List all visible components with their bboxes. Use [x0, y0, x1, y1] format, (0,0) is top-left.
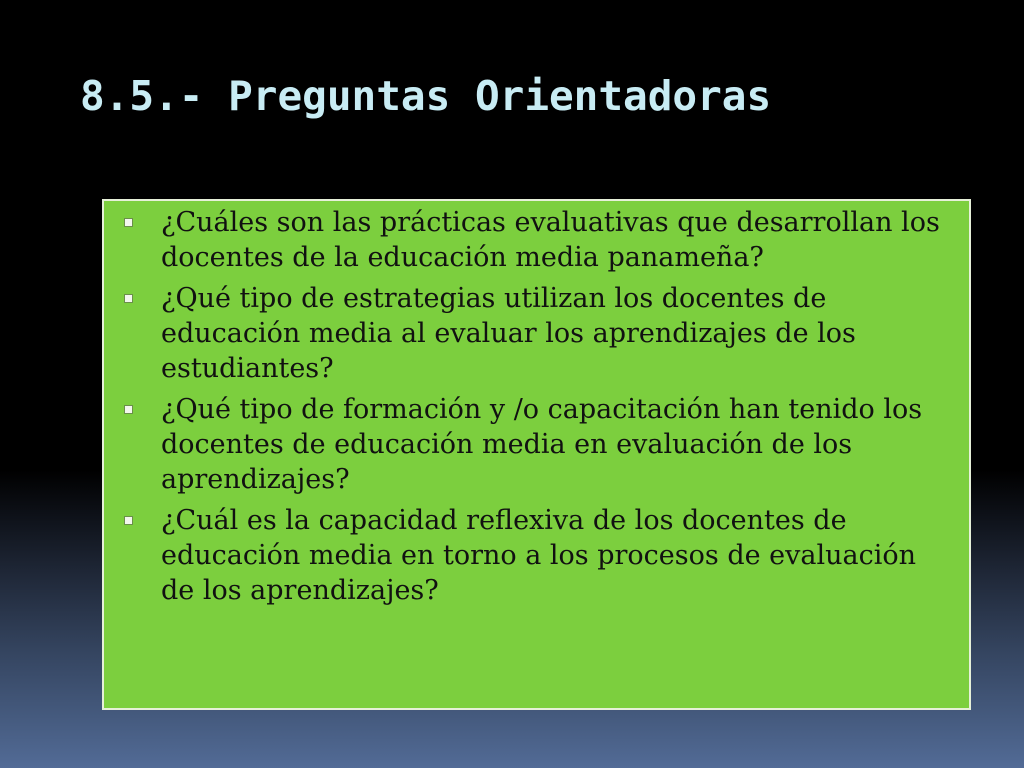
questions-list	[104, 205, 969, 614]
list-item	[104, 205, 969, 275]
list-item	[104, 503, 969, 608]
list-item	[104, 392, 969, 497]
square-bullet-icon	[124, 218, 133, 227]
square-bullet-icon	[124, 294, 133, 303]
question-text: ¿Cuál es la capacidad reflexiva de los docentes de educación media en torno a los procesos de evaluación de los aprendizajes?	[161, 505, 917, 606]
questions-box	[102, 199, 971, 710]
question-text: ¿Qué tipo de estrategias utilizan los docentes de educación media al evaluar los aprendizajes de los estudiantes?	[161, 283, 856, 384]
square-bullet-icon	[124, 516, 133, 525]
question-text: ¿Cuáles son las prácticas evaluativas que desarrollan los docentes de la educación media panameña?	[161, 207, 940, 273]
slide-title: 8.5.- Preguntas Orientadoras	[80, 72, 772, 120]
question-text: ¿Qué tipo de formación y /o capacitación han tenido los docentes de educación media en evaluación de los aprendizajes?	[161, 394, 923, 495]
square-bullet-icon	[124, 405, 133, 414]
list-item	[104, 281, 969, 386]
